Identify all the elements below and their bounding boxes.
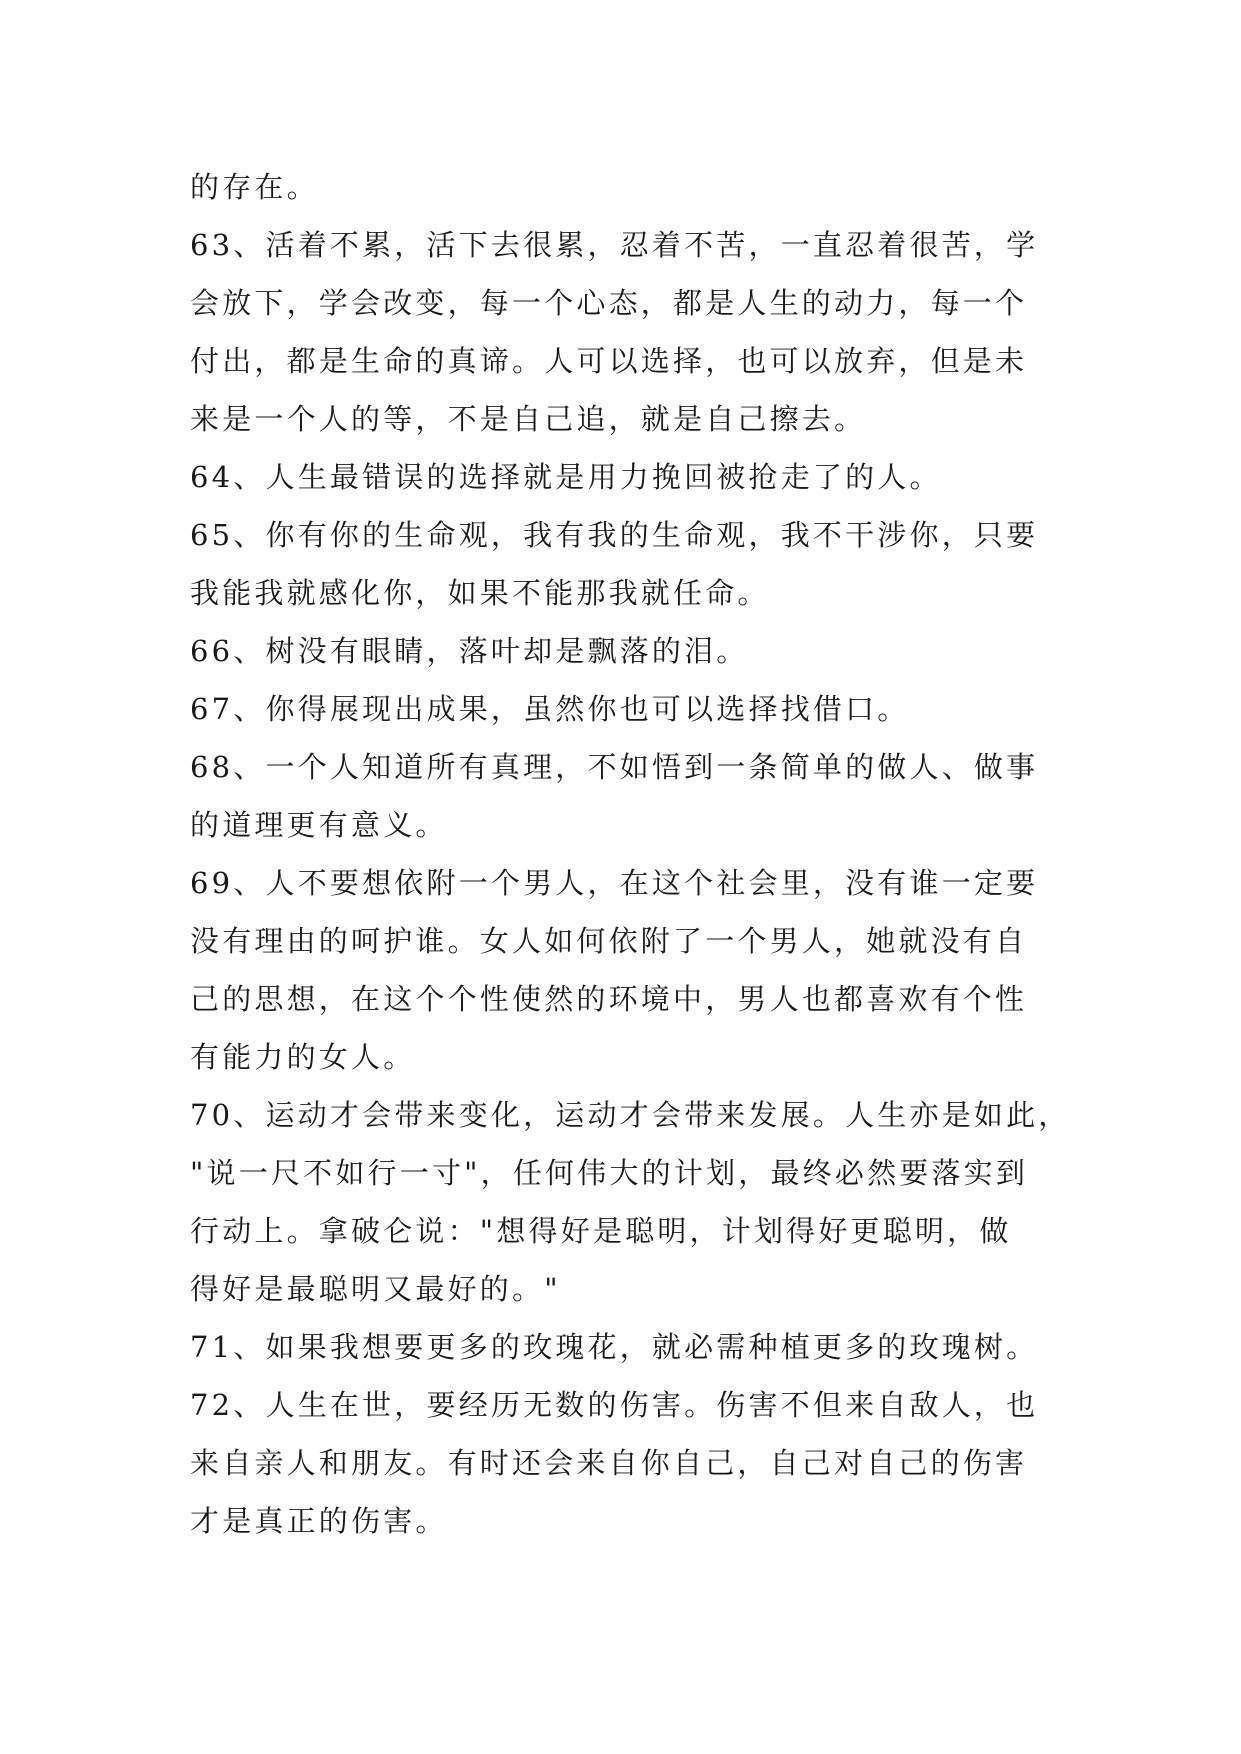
- text-line: 72、人生在世，要经历无数的伤害。伤害不但来自敌人，也: [190, 1388, 1039, 1422]
- text-line: 才是真正的伤害。: [190, 1504, 448, 1538]
- text-line: 来自亲人和朋友。有时还会来自你自己，自己对自己的伤害: [190, 1446, 1028, 1480]
- paragraph-70: [190, 1086, 1070, 1318]
- paragraph-64: [190, 448, 1070, 506]
- text-line: 得好是最聪明又最好的。": [190, 1272, 561, 1306]
- text-line: 行动上。拿破仑说："想得好是聪明，计划得好更聪明，做: [190, 1214, 1012, 1248]
- text-line: 会放下，学会改变，每一个心态，都是人生的动力，每一个: [190, 286, 1028, 320]
- paragraph-68: [190, 738, 1070, 854]
- text-line: 66、树没有眼睛，落叶却是飘落的泪。: [190, 634, 749, 668]
- text-line: 71、如果我想要更多的玫瑰花，就必需种植更多的玫瑰树。: [190, 1330, 1039, 1364]
- text-line: 付出，都是生命的真谛。人可以选择，也可以放弃，但是未: [190, 344, 1028, 378]
- text-line: 63、活着不累，活下去很累，忍着不苦，一直忍着很苦，学: [190, 228, 1039, 262]
- paragraph-72: [190, 1376, 1070, 1550]
- text-line: 67、你得展现出成果，虽然你也可以选择找借口。: [190, 692, 910, 726]
- text-line: 己的思想，在这个个性使然的环境中，男人也都喜欢有个性: [190, 982, 1028, 1016]
- text-line: 没有理由的呵护谁。女人如何依附了一个男人，她就没有自: [190, 924, 1028, 958]
- document-body: [190, 158, 1070, 1550]
- paragraph-71: [190, 1318, 1070, 1376]
- paragraph-65: [190, 506, 1070, 622]
- paragraph-continuation: [190, 158, 1070, 216]
- text-line: "说一尺不如行一寸"，任何伟大的计划，最终必然要落实到: [190, 1156, 1029, 1190]
- text-line: 68、一个人知道所有真理，不如悟到一条简单的做人、做事: [190, 750, 1039, 784]
- paragraph-69: [190, 854, 1070, 1086]
- paragraph-67: [190, 680, 1070, 738]
- text-line: 的存在。: [190, 170, 319, 204]
- text-line: 有能力的女人。: [190, 1040, 416, 1074]
- text-line: 65、你有你的生命观，我有我的生命观，我不干涉你，只要: [190, 518, 1039, 552]
- text-line: 70、运动才会带来变化，运动才会带来发展。人生亦是如此，: [190, 1098, 1071, 1132]
- text-line: 来是一个人的等，不是自己追，就是自己擦去。: [190, 402, 867, 436]
- text-line: 69、人不要想依附一个男人，在这个社会里，没有谁一定要: [190, 866, 1039, 900]
- text-line: 我能我就感化你，如果不能那我就任命。: [190, 576, 770, 610]
- paragraph-66: [190, 622, 1070, 680]
- paragraph-63: [190, 216, 1070, 448]
- text-line: 的道理更有意义。: [190, 808, 448, 842]
- text-line: 64、人生最错误的选择就是用力挽回被抢走了的人。: [190, 460, 942, 494]
